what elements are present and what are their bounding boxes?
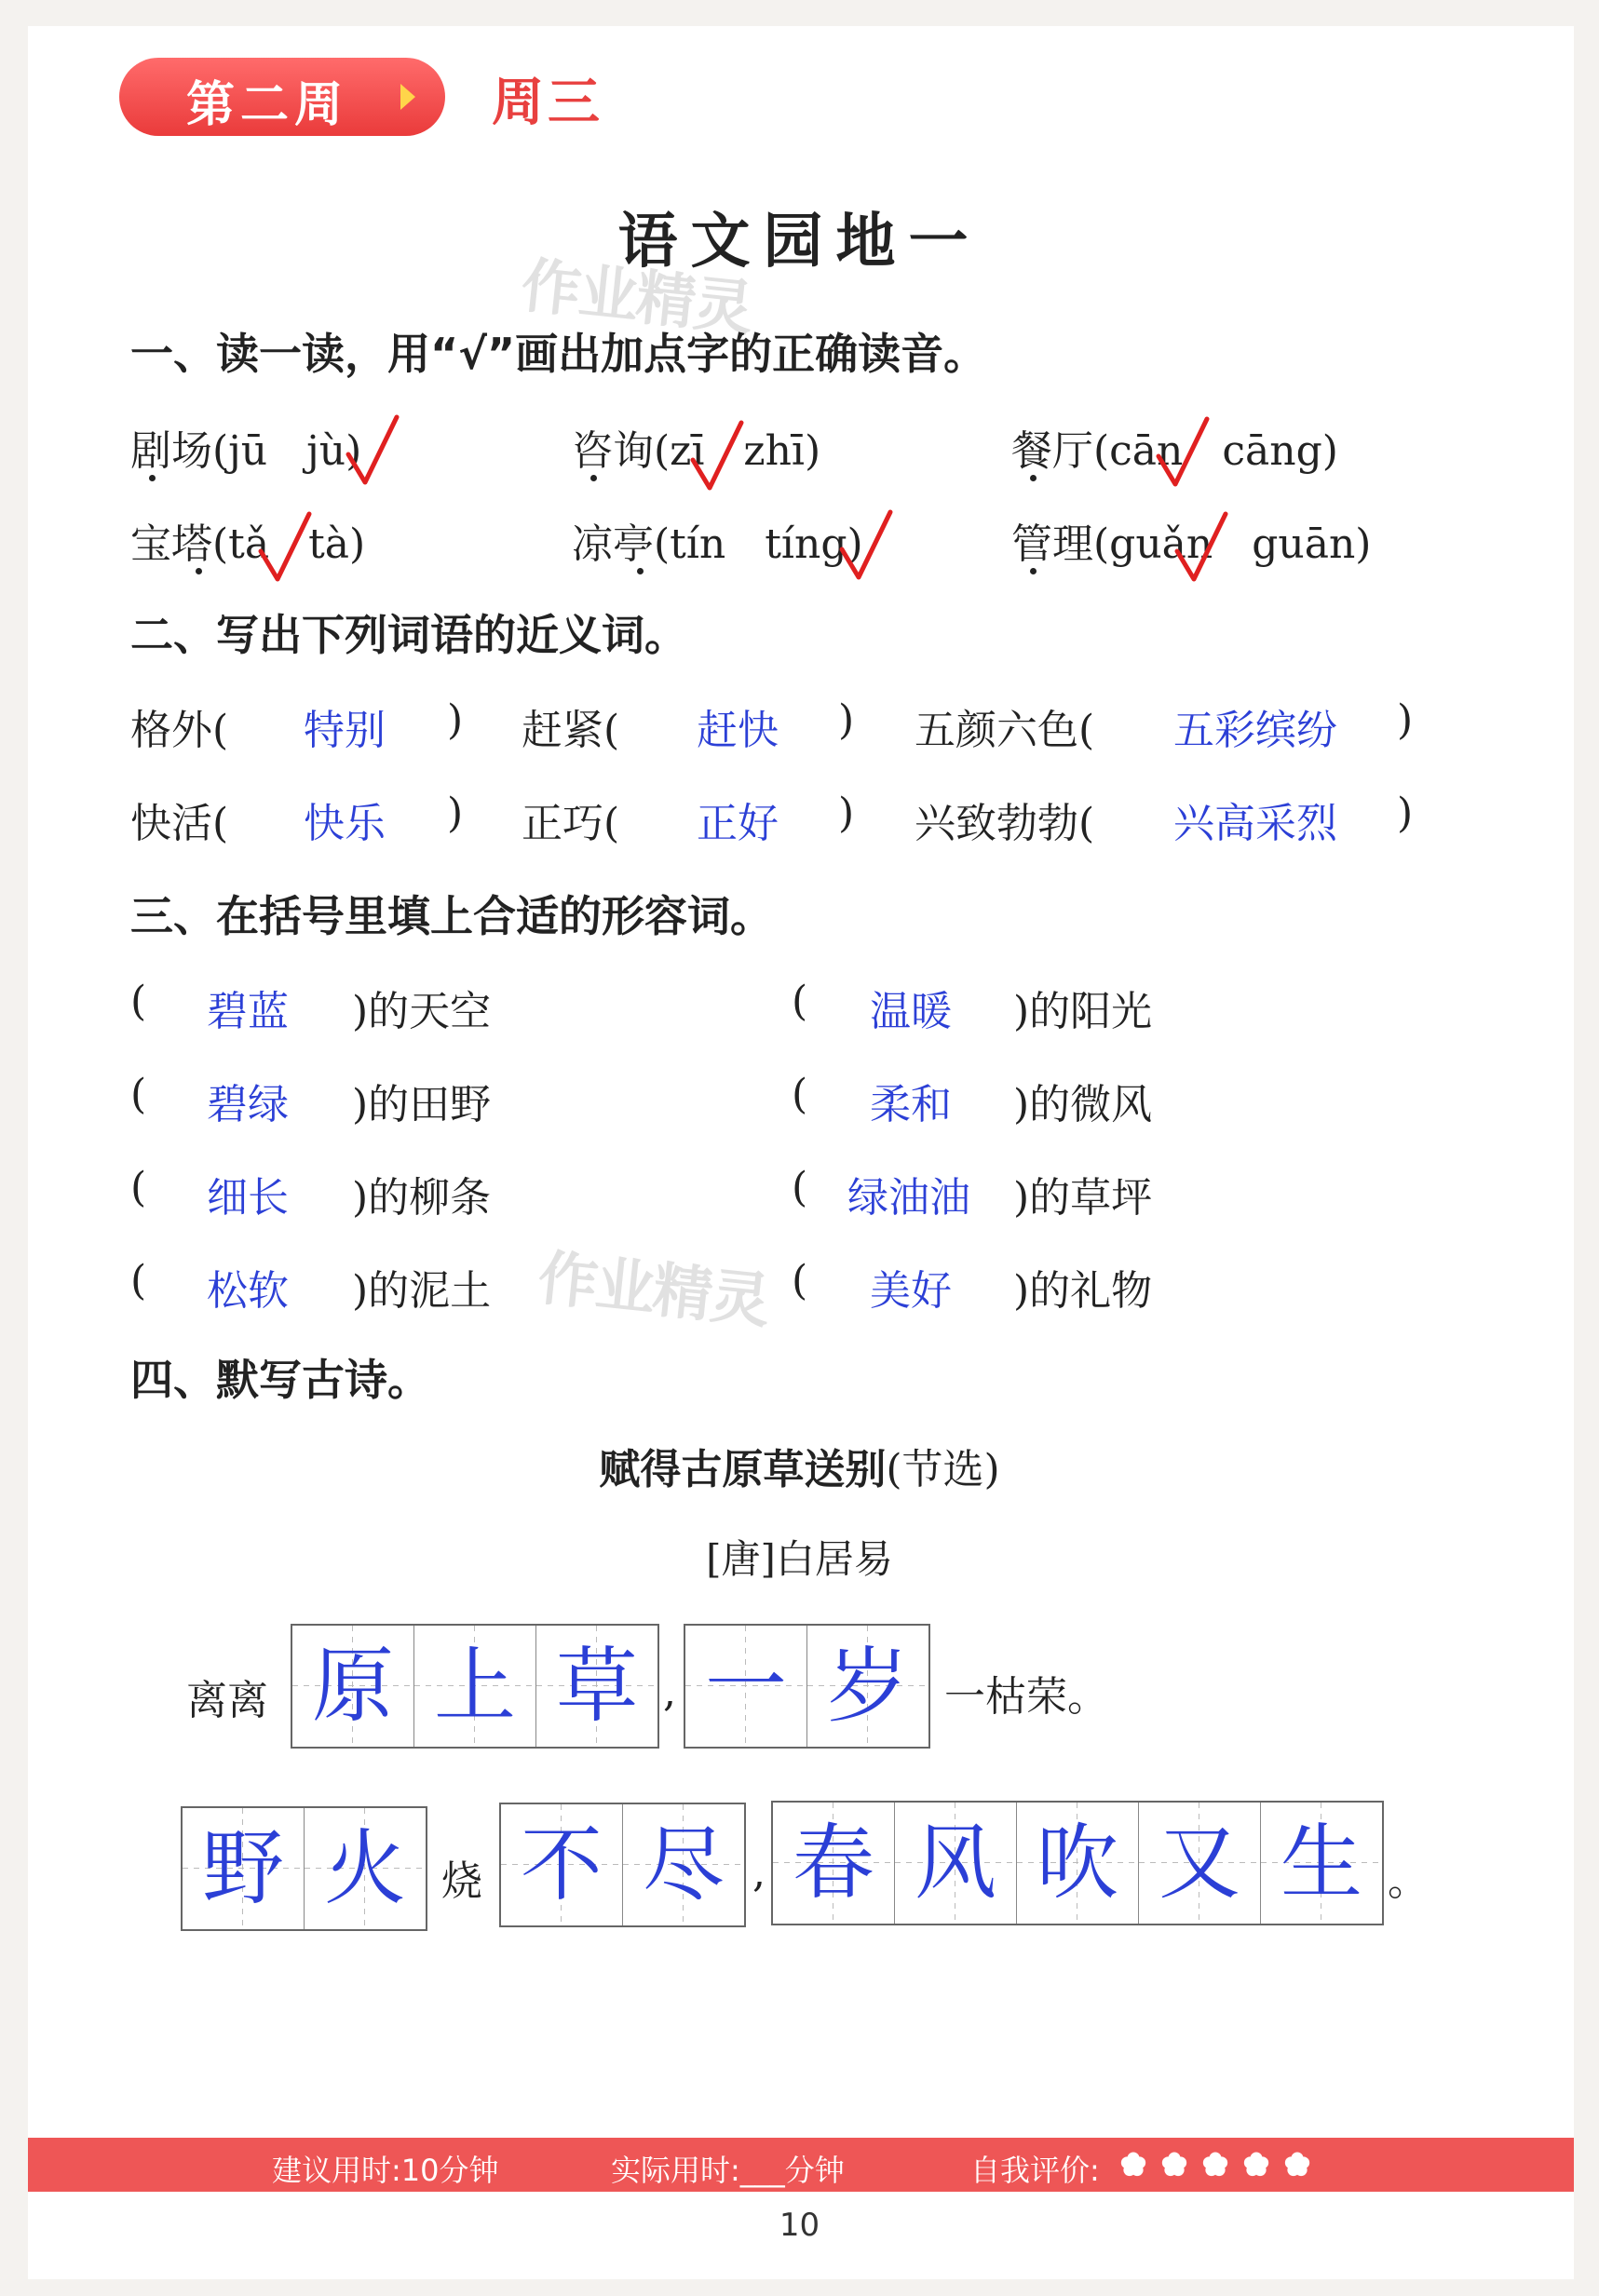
grid-cell: 草 xyxy=(536,1626,657,1747)
adjective-answer: 松软 xyxy=(207,1267,289,1315)
pinyin-item: 剧场(jū jù) xyxy=(130,427,362,475)
grid-cell: 吹 xyxy=(1017,1803,1139,1924)
synonym-word: 赶紧( xyxy=(522,707,620,754)
synonym-answer: 正好 xyxy=(697,800,779,847)
grid-cell: 不 xyxy=(501,1804,623,1925)
pinyin-item: 餐厅(cān cāng) xyxy=(1011,427,1338,475)
bracket-open: ( xyxy=(130,978,147,1025)
section3-heading: 三、在括号里填上合适的形容词。 xyxy=(130,891,773,941)
poem-title: 赋得古原草送别(节选) xyxy=(599,1446,1000,1493)
suggested-time: 建议用时:10分钟 xyxy=(272,2153,499,2188)
check-mark-icon xyxy=(1173,510,1229,585)
emphasis-dot xyxy=(590,475,597,481)
poem-text: 一枯荣。 xyxy=(944,1673,1108,1721)
check-mark-icon xyxy=(257,510,313,585)
writing-grid xyxy=(291,1624,659,1749)
bracket-open: ( xyxy=(130,1071,147,1118)
check-mark-icon xyxy=(345,413,400,488)
synonym-word: 兴致勃勃( xyxy=(915,800,1095,847)
adjective-answer: 绿油油 xyxy=(847,1174,970,1222)
poem-punctuation: 。 xyxy=(1388,1857,1429,1905)
section4-heading: 四、默写古诗。 xyxy=(130,1355,430,1405)
grid-cell: 尽 xyxy=(623,1804,744,1925)
adjective-suffix: )的礼物 xyxy=(1013,1267,1153,1315)
grid-cell: 原 xyxy=(292,1626,414,1747)
adjective-answer: 碧绿 xyxy=(207,1081,289,1128)
grid-cell: 一 xyxy=(685,1626,807,1747)
grid-cell: 岁 xyxy=(807,1626,928,1747)
poem-author: [唐]白居易 xyxy=(706,1536,893,1582)
pinyin-item: 管理(guǎn guān) xyxy=(1011,520,1372,568)
self-evaluation-label: 自我评价: xyxy=(970,2153,1100,2188)
adjective-answer: 柔和 xyxy=(870,1081,952,1128)
poem-punctuation: , xyxy=(663,1668,676,1716)
synonym-word: 格外( xyxy=(130,707,229,754)
bracket-open: ( xyxy=(130,1164,147,1211)
poem-text: 烧 xyxy=(441,1857,482,1905)
check-mark-icon xyxy=(838,508,894,583)
adjective-answer: 细长 xyxy=(207,1174,289,1222)
adjective-suffix: )的草坪 xyxy=(1013,1174,1153,1222)
flower-rating-icon[interactable] xyxy=(1283,2151,1311,2179)
synonym-answer: 五彩缤纷 xyxy=(1173,707,1337,754)
section1-heading: 一、读一读，用“√”画出加点字的正确读音。 xyxy=(130,329,987,379)
adjective-suffix: )的柳条 xyxy=(352,1174,492,1222)
adjective-suffix: )的微风 xyxy=(1013,1081,1153,1128)
adjective-answer: 温暖 xyxy=(870,988,952,1035)
arrow-icon xyxy=(400,84,415,110)
grid-cell: 火 xyxy=(305,1808,426,1929)
pinyin-item: 咨询(zī zhī) xyxy=(572,427,821,475)
watermark: 作业精灵 xyxy=(535,1244,772,1337)
week-label: 第二周 xyxy=(186,77,349,133)
page-title: 语文园地一 xyxy=(617,207,982,277)
section2-heading: 二、写出下列词语的近义词。 xyxy=(130,610,687,660)
bracket-open: ( xyxy=(792,1257,808,1304)
synonym-answer: 快乐 xyxy=(304,800,386,847)
grid-cell: 上 xyxy=(414,1626,536,1747)
bracket-open: ( xyxy=(792,978,808,1025)
writing-grid xyxy=(771,1801,1384,1925)
adjective-suffix: )的田野 xyxy=(352,1081,492,1128)
synonym-answer: 兴高采烈 xyxy=(1173,800,1337,847)
week-badge xyxy=(119,58,445,136)
page-number: 10 xyxy=(779,2207,820,2244)
poem-text: 离离 xyxy=(186,1677,268,1724)
synonym-word: 正巧( xyxy=(522,800,620,847)
flower-rating-icon[interactable] xyxy=(1201,2151,1229,2179)
day-label: 周三 xyxy=(492,73,603,133)
bracket-open: ( xyxy=(130,1257,147,1304)
synonym-answer: 赶快 xyxy=(697,707,779,754)
emphasis-dot xyxy=(1030,475,1037,481)
pinyin-item: 凉亭(tín tíng) xyxy=(572,520,863,568)
adjective-suffix: )的天空 xyxy=(352,988,492,1035)
actual-time: 实际用时:___分钟 xyxy=(611,2153,845,2188)
grid-cell: 春 xyxy=(773,1803,895,1924)
bracket-close: ) xyxy=(838,696,855,744)
emphasis-dot xyxy=(196,568,202,574)
grid-cell: 风 xyxy=(895,1803,1017,1924)
poem-punctuation: , xyxy=(752,1849,766,1897)
bracket-open: ( xyxy=(792,1164,808,1211)
bracket-close: ) xyxy=(838,790,855,837)
footer-bar xyxy=(28,2138,1574,2192)
grid-cell: 生 xyxy=(1261,1803,1382,1924)
writing-grid xyxy=(684,1624,930,1749)
adjective-answer: 碧蓝 xyxy=(207,988,289,1035)
bracket-open: ( xyxy=(792,1071,808,1118)
check-mark-icon xyxy=(1155,415,1211,490)
synonym-word: 五颜六色( xyxy=(915,707,1095,754)
flower-rating-icon[interactable] xyxy=(1242,2151,1270,2179)
writing-grid xyxy=(499,1803,746,1927)
writing-grid xyxy=(181,1806,427,1931)
synonym-answer: 特别 xyxy=(304,707,386,754)
watermark: 作业精灵 xyxy=(518,251,755,344)
bracket-close: ) xyxy=(1397,696,1414,744)
pinyin-item: 宝塔(tǎ tà) xyxy=(130,520,366,568)
adjective-suffix: )的泥土 xyxy=(352,1267,492,1315)
adjective-answer: 美好 xyxy=(870,1267,952,1315)
bracket-close: ) xyxy=(447,696,464,744)
synonym-word: 快活( xyxy=(130,800,229,847)
flower-rating-icon[interactable] xyxy=(1119,2151,1147,2179)
emphasis-dot xyxy=(1030,568,1037,574)
check-mark-icon xyxy=(689,419,745,493)
adjective-suffix: )的阳光 xyxy=(1013,988,1153,1035)
grid-cell: 野 xyxy=(183,1808,305,1929)
emphasis-dot xyxy=(149,475,156,481)
bracket-close: ) xyxy=(447,790,464,837)
grid-cell: 又 xyxy=(1139,1803,1261,1924)
flower-rating-icon[interactable] xyxy=(1160,2151,1188,2179)
emphasis-dot xyxy=(637,568,644,574)
bracket-close: ) xyxy=(1397,790,1414,837)
